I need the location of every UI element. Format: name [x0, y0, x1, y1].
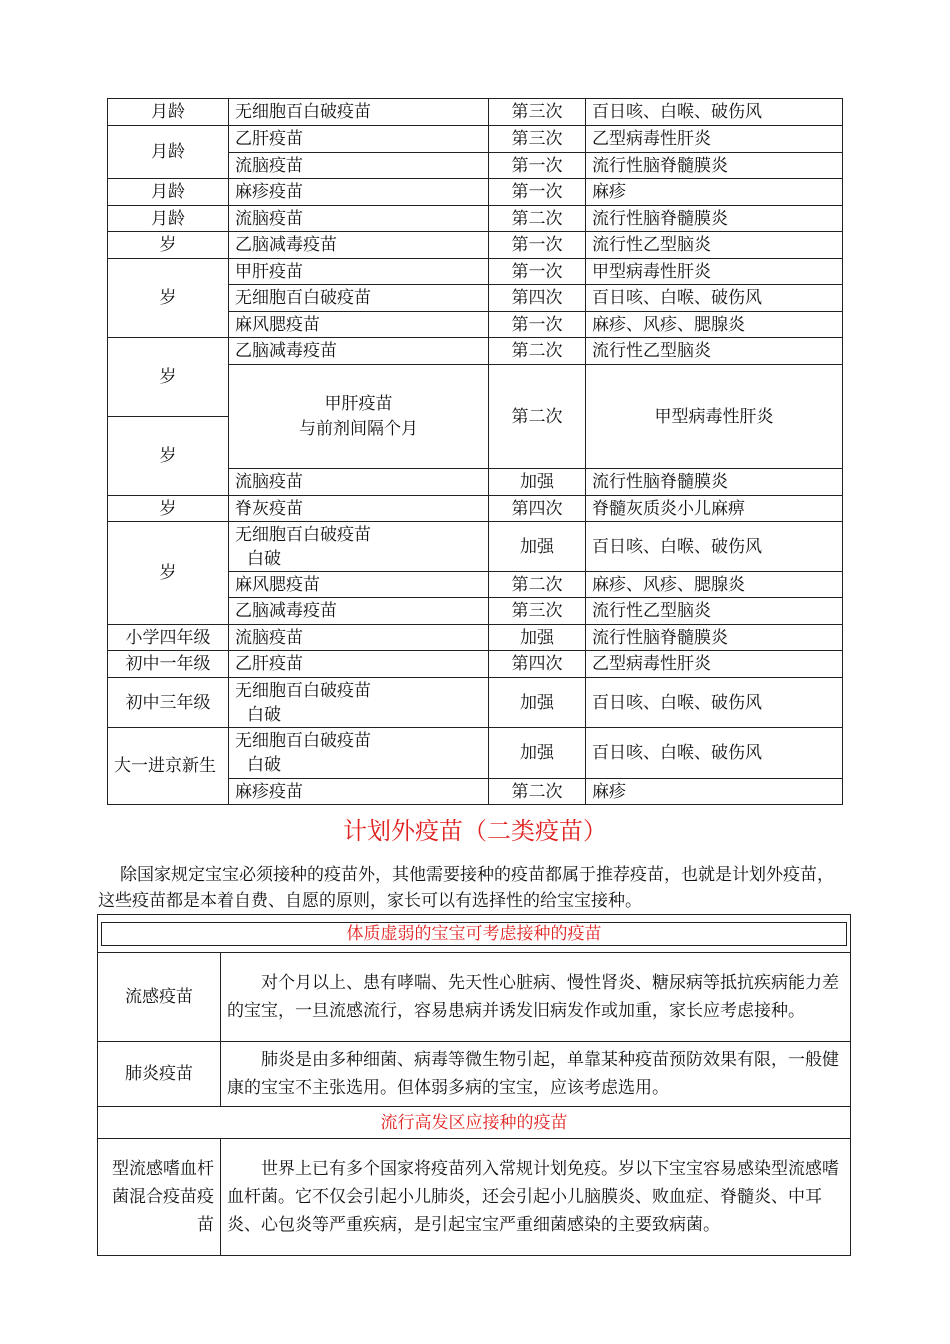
vaccine-name-cell: 肺炎疫苗 [98, 1042, 221, 1107]
dose-cell: 第一次 [489, 232, 586, 259]
vaccine-cell: 流脑疫苗 [229, 469, 489, 496]
table-row [108, 496, 843, 522]
vaccine-name: 无细胞百白破疫苗 [235, 731, 371, 751]
age-cell: 岁 [108, 259, 229, 338]
dose-cell: 第四次 [489, 651, 586, 678]
vaccine-cell: 无细胞百白破疫苗 [229, 99, 489, 126]
group-title: 体质虚弱的宝宝可考虑接种的疫苗 [101, 922, 847, 946]
dose-cell: 加强 [489, 625, 586, 651]
vaccine-cell: 乙肝疫苗 [229, 126, 489, 153]
optional-vaccines-table [97, 914, 851, 1256]
vaccine-description: 世界上已有多个国家将疫苗列入常规计划免疫。岁以下宝宝容易感染型流感嗜血杆菌。它不仅会引起小儿肺炎，还会引起小儿脑膜炎、败血症、脊髓炎、中耳炎、心包炎等严重疾病，是引起宝宝严重细菌感染的主要致病菌。 [221, 1139, 851, 1256]
table-row [98, 953, 851, 1042]
disease-cell: 麻疹、风疹、腮腺炎 [586, 312, 843, 338]
vaccine-name: 无细胞百白破疫苗 [235, 524, 371, 545]
disease-cell: 麻疹 [586, 179, 843, 206]
age-cell: 月龄 [108, 99, 229, 126]
table-row [98, 1042, 851, 1107]
vaccine-cell: 麻疹疫苗 [229, 179, 489, 206]
vaccine-cell: 脊灰疫苗 [229, 496, 489, 522]
table-row [108, 179, 843, 206]
dose-cell: 第三次 [489, 598, 586, 625]
dose-cell: 加强 [489, 469, 586, 496]
vaccine-cell: 乙脑减毒疫苗 [229, 598, 489, 625]
vaccine-cell: 乙脑减毒疫苗 [229, 338, 489, 365]
table-row [98, 1139, 851, 1256]
vaccine-cell [229, 522, 489, 572]
table-row [108, 206, 843, 232]
vaccine-cell: 麻疹疫苗 [229, 779, 489, 805]
table-row [108, 99, 843, 126]
section-title: 计划外疫苗（二类疫苗） [343, 817, 607, 845]
dose-cell: 加强 [489, 522, 586, 572]
age-cell: 大一进京新生 [108, 728, 229, 805]
disease-cell: 甲型病毒性肝炎 [586, 365, 843, 469]
table-row [108, 522, 843, 572]
vaccine-name: 甲肝疫苗 [324, 393, 393, 414]
table-row [98, 915, 851, 953]
table-row [108, 678, 843, 728]
group-title: 流行高发区应接种的疫苗 [380, 1112, 568, 1133]
age-cell: 月龄 [108, 126, 229, 179]
vaccine-note: 白破 [247, 755, 281, 775]
disease-cell: 甲型病毒性肝炎 [586, 259, 843, 285]
dose-cell: 第一次 [489, 179, 586, 206]
disease-cell: 百日咳、白喉、破伤风 [586, 522, 843, 572]
disease-cell: 麻疹、风疹、腮腺炎 [586, 572, 843, 598]
vaccine-description: 肺炎是由多种细菌、病毒等微生物引起，单靠某种疫苗预防效果有限，一般健康的宝宝不主张选用。但体弱多病的宝宝，应该考虑选用。 [221, 1042, 851, 1107]
dose-cell: 第二次 [489, 779, 586, 805]
vaccine-cell: 甲肝疫苗 [229, 259, 489, 285]
disease-cell: 麻疹 [586, 779, 843, 805]
dose-cell: 第二次 [489, 365, 586, 469]
disease-cell: 流行性脑脊髓膜炎 [586, 469, 843, 496]
vaccine-name: 无细胞百白破疫苗 [235, 680, 371, 701]
group-header [98, 1107, 851, 1139]
disease-cell: 百日咳、白喉、破伤风 [586, 99, 843, 126]
disease-cell: 流行性脑脊髓膜炎 [586, 153, 843, 179]
vaccine-cell: 麻风腮疫苗 [229, 312, 489, 338]
disease-cell: 流行性脑脊髓膜炎 [586, 625, 843, 651]
table-row [108, 728, 843, 779]
dose-cell: 加强 [489, 678, 586, 728]
disease-cell: 百日咳、白喉、破伤风 [586, 728, 843, 779]
dose-cell: 第一次 [489, 312, 586, 338]
vaccine-cell: 乙脑减毒疫苗 [229, 232, 489, 259]
age-cell: 初中三年级 [108, 678, 229, 728]
vaccine-name-cell: 型流感嗜血杆菌混合疫苗疫苗 [98, 1139, 221, 1256]
disease-cell: 脊髓灰质炎小儿麻痹 [586, 496, 843, 522]
disease-cell: 乙型病毒性肝炎 [586, 651, 843, 678]
dose-cell: 第三次 [489, 126, 586, 153]
table-row [108, 126, 843, 153]
disease-cell: 流行性乙型脑炎 [586, 598, 843, 625]
disease-cell: 百日咳、白喉、破伤风 [586, 285, 843, 312]
dose-cell: 第二次 [489, 206, 586, 232]
table-row [108, 338, 843, 365]
vaccine-note: 与前剂间隔个月 [299, 418, 418, 439]
age-cell: 岁 [108, 522, 229, 625]
age-cell: 岁 [108, 417, 229, 496]
age-cell: 岁 [108, 338, 229, 417]
age-cell: 岁 [108, 232, 229, 259]
age-cell: 初中一年级 [108, 651, 229, 678]
age-cell: 月龄 [108, 206, 229, 232]
vaccine-cell: 流脑疫苗 [229, 153, 489, 179]
table-row [108, 232, 843, 259]
dose-cell: 第一次 [489, 259, 586, 285]
disease-cell: 流行性乙型脑炎 [586, 232, 843, 259]
dose-cell: 第一次 [489, 153, 586, 179]
vaccine-description: 对个月以上、患有哮喘、先天性心脏病、慢性肾炎、糖尿病等抵抗疾病能力差的宝宝，一旦流感流行，容易患病并诱发旧病发作或加重，家长应考虑接种。 [221, 953, 851, 1042]
vaccine-cell: 乙肝疫苗 [229, 651, 489, 678]
vaccine-cell: 无细胞百白破疫苗 [229, 285, 489, 312]
dose-cell: 第四次 [489, 285, 586, 312]
table-row [108, 625, 843, 651]
vaccine-cell: 流脑疫苗 [229, 625, 489, 651]
vaccine-name-cell: 流感疫苗 [98, 953, 221, 1042]
vaccine-cell [229, 728, 489, 779]
disease-cell: 百日咳、白喉、破伤风 [586, 678, 843, 728]
intro-paragraph: 除国家规定宝宝必须接种的疫苗外，其他需要接种的疫苗都属于推荐疫苗，也就是计划外疫苗，这些疫苗都是本着自费、自愿的原则，家长可以有选择性的给宝宝接种。 [98, 865, 834, 911]
vaccine-note: 白破 [247, 704, 281, 725]
table-row [98, 1107, 851, 1139]
vaccine-note: 白破 [247, 548, 281, 569]
vaccine-cell: 麻风腮疫苗 [229, 572, 489, 598]
table-row [108, 651, 843, 678]
age-cell: 月龄 [108, 179, 229, 206]
vaccine-cell [229, 365, 489, 469]
vaccine-cell: 流脑疫苗 [229, 206, 489, 232]
table-row [108, 259, 843, 285]
group-header [98, 915, 851, 953]
age-cell: 岁 [108, 496, 229, 522]
vaccination-schedule-table [107, 98, 843, 805]
disease-cell: 流行性乙型脑炎 [586, 338, 843, 365]
dose-cell: 第四次 [489, 496, 586, 522]
age-cell: 小学四年级 [108, 625, 229, 651]
disease-cell: 流行性脑脊髓膜炎 [586, 206, 843, 232]
dose-cell: 第二次 [489, 572, 586, 598]
dose-cell: 第三次 [489, 99, 586, 126]
dose-cell: 第二次 [489, 338, 586, 365]
vaccine-cell [229, 678, 489, 728]
disease-cell: 乙型病毒性肝炎 [586, 126, 843, 153]
dose-cell: 加强 [489, 728, 586, 779]
